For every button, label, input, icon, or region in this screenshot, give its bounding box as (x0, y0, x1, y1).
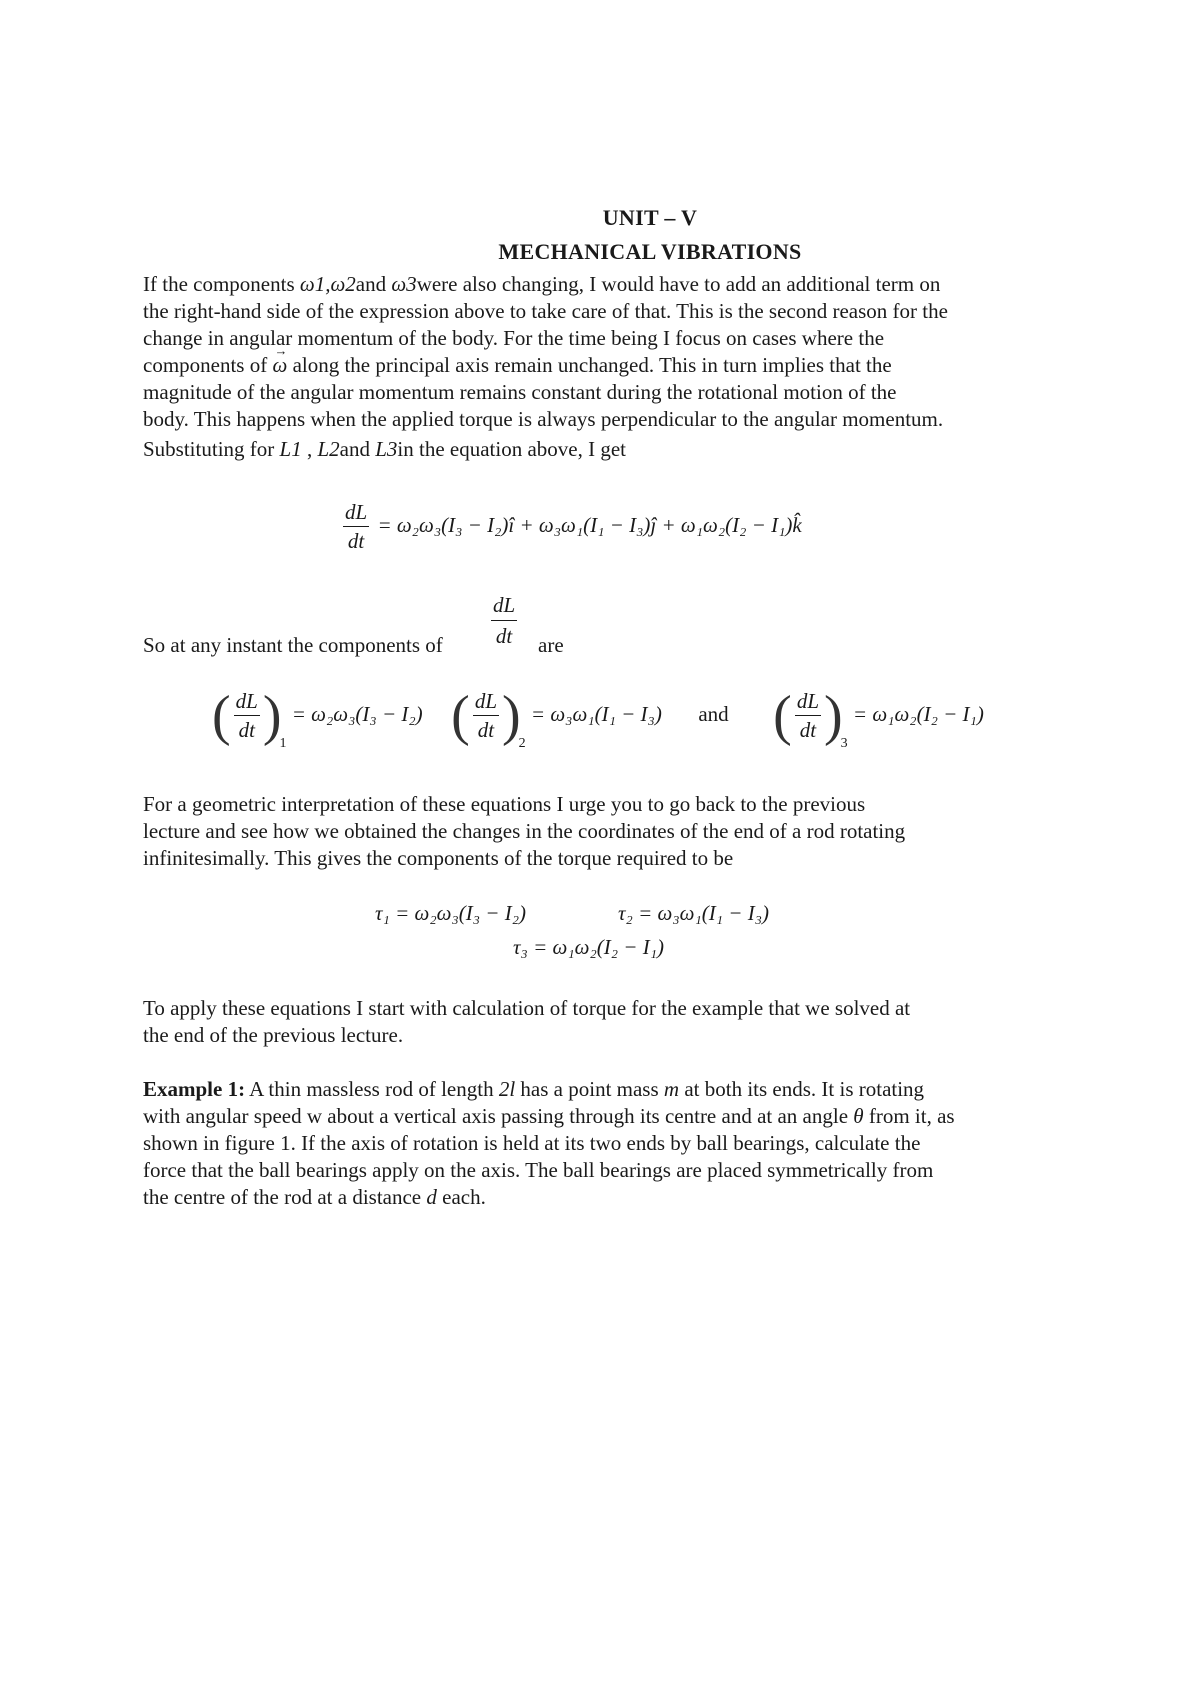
text-line: body. This happens when the applied torque is always perpendicular to the angular momentum. (143, 407, 944, 431)
math-omega3: ω3 (391, 272, 417, 296)
text-run: So at any instant the components of (143, 633, 443, 657)
text-run: at both its ends. It is rotating (679, 1077, 925, 1101)
paren-right: ) (824, 685, 843, 747)
text-line: change in angular momentum of the body. For the time being I focus on cases where the (143, 326, 885, 350)
math-L1: L1 (279, 437, 302, 461)
paragraph-components (143, 592, 1063, 662)
unit-heading: UNIT – V (602, 205, 698, 230)
math-L3: L3 (375, 437, 398, 461)
paren-left: ( (212, 685, 231, 747)
subject-heading: MECHANICAL VIBRATIONS (498, 239, 802, 264)
torque-3: τ₃ = ω₁ω₂(I₂ − I₁) (513, 935, 664, 959)
fraction-dL-dt-1 (234, 689, 260, 743)
paragraph-example (143, 1076, 1063, 1211)
text-run: has a point mass (515, 1077, 664, 1101)
math-omega-vector: → ω (272, 352, 287, 379)
component-3: = ω₁ω₂(I₂ − I₁) (852, 701, 984, 726)
fraction-numerator: dL (473, 689, 499, 716)
text-run: Substituting for (143, 437, 280, 461)
subscript-2: 2 (518, 735, 526, 751)
math-d: d (426, 1185, 437, 1209)
text-line: the right-hand side of the expression above to take care of that. This is the second reason for the (143, 299, 948, 323)
text-run: If the components (143, 272, 300, 296)
text-line: shown in figure 1. If the axis of rotation is held at its two ends by ball bearings, calculate the (143, 1131, 921, 1155)
paragraph-apply (143, 995, 1063, 1049)
fraction-denominator: dt (799, 718, 817, 742)
example-label: Example 1: (143, 1077, 246, 1101)
math-theta: θ (853, 1104, 864, 1128)
text-line: To apply these equations I start with calculation of torque for the example that we solved at (143, 996, 911, 1020)
fraction-dL-dt-inline (491, 592, 517, 650)
paren-left: ( (773, 685, 792, 747)
fraction-numerator: dL (343, 500, 369, 527)
equation-rhs: = ω₂ω₃(I₃ − I₂)î + ω₃ω₁(I₁ − I₃)ĵ + ω₁ω₂(I₂ − I₁)k̂ (377, 512, 802, 537)
text-line: For a geometric interpretation of these equations I urge you to go back to the previous (143, 792, 866, 816)
text-line: magnitude of the angular momentum remains constant during the rotational motion of the (143, 380, 897, 404)
text-line (143, 436, 1063, 463)
equation-components (212, 685, 984, 752)
text-run: A thin massless rod of length (245, 1077, 499, 1101)
paren-right: ) (502, 685, 521, 747)
text-run: and (339, 437, 376, 461)
text-run: each. (436, 1185, 486, 1209)
text-line (143, 271, 1063, 298)
paragraph-geometric (143, 791, 1063, 872)
torque-1: τ₁ = ω₂ω₃(I₃ − I₂) (375, 901, 526, 925)
math-omega12: ω1,ω2 (299, 272, 356, 296)
paragraph-intro (143, 271, 1063, 463)
text-line: force that the ball bearings apply on the axis. The ball bearings are placed symmetrically from (143, 1158, 934, 1182)
component-2: = ω₃ω₁(I₁ − I₃) (530, 701, 662, 726)
fraction-denominator: dt (347, 529, 365, 553)
component-1: = ω₂ω₃(I₃ − I₂) (291, 701, 423, 726)
text-run: from it, as (863, 1104, 955, 1128)
subscript-1: 1 (279, 735, 287, 751)
text-line (143, 352, 1063, 379)
text-run: were also changing, I would have to add an additional term on (416, 272, 941, 296)
text-run: are (538, 633, 564, 657)
text-line (143, 1076, 1063, 1103)
math-L2: L2 (317, 437, 340, 461)
and-text: and (698, 701, 729, 726)
text-line (143, 1184, 1063, 1211)
fraction-denominator: dt (238, 718, 255, 742)
text-run: in the equation above, I get (397, 437, 626, 461)
text-line (143, 1103, 1063, 1130)
fraction-dL-dt-3 (795, 689, 821, 743)
text-line: lecture and see how we obtained the changes in the coordinates of the end of a rod rotating (143, 819, 906, 843)
equation-dL-dt (340, 500, 802, 554)
text-run: with angular speed w about a vertical axis passing through its centre and at an angle (143, 1104, 854, 1128)
text-run: components of (143, 353, 273, 377)
paren-left: ( (451, 685, 470, 747)
text-run: along the principal axis remain unchanged. This in turn implies that the (287, 353, 892, 377)
fraction-denominator: dt (495, 624, 513, 648)
paren-right: ) (262, 685, 282, 747)
math-2l: 2l (498, 1077, 516, 1101)
text-run: , (301, 437, 318, 461)
text-line: the end of the previous lecture. (143, 1023, 404, 1047)
fraction-dL-dt-2 (473, 689, 499, 743)
text-run: and (355, 272, 392, 296)
text-run: the centre of the rod at a distance (143, 1185, 427, 1209)
text-line: infinitesimally. This gives the components of the torque required to be (143, 846, 734, 870)
fraction-numerator: dL (795, 689, 821, 716)
torque-2: τ₂ = ω₃ω₁(I₁ − I₃) (618, 901, 769, 925)
fraction-dL-dt (343, 500, 369, 554)
fraction-numerator: dL (234, 689, 260, 716)
fraction-numerator: dL (491, 592, 517, 621)
math-m: m (663, 1077, 680, 1101)
fraction-denominator: dt (477, 718, 495, 742)
subscript-3: 3 (840, 735, 848, 751)
